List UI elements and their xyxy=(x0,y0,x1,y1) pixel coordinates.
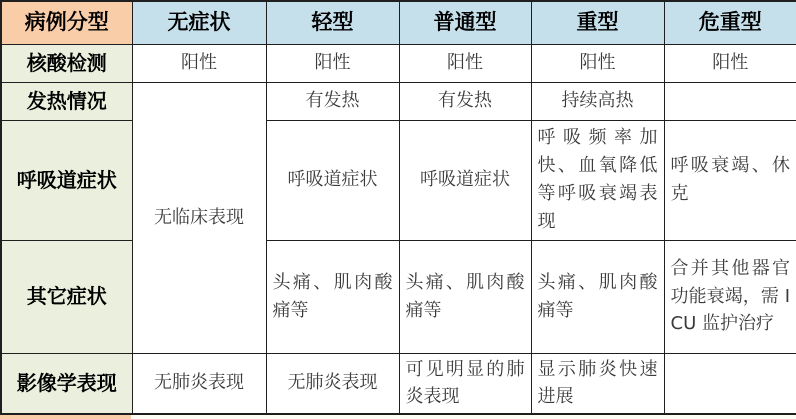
cell-other-severe: 头痛、肌肉酸痛等 xyxy=(531,240,664,353)
col-header-asymptomatic: 无症状 xyxy=(132,1,266,44)
row-label-nucleic-acid-test: 核酸检测 xyxy=(1,44,132,82)
cell-resp-mild: 呼吸道症状 xyxy=(266,120,399,240)
merged-cell-no-clinical-signs: 无临床表现 xyxy=(132,82,266,353)
row-other-symptoms xyxy=(1,240,796,353)
cell-other-moderate: 头痛、肌肉酸痛等 xyxy=(399,240,531,353)
header-row xyxy=(1,1,796,44)
row-respiratory-symptoms xyxy=(1,120,796,240)
cell-other-mild: 头痛、肌肉酸痛等 xyxy=(266,240,399,353)
row-nucleic-acid-test xyxy=(1,44,796,82)
row-label-imaging: 影像学表现 xyxy=(1,353,132,414)
row-label-respiratory-symptoms: 呼吸道症状 xyxy=(1,120,132,240)
cell-imaging-moderate: 可见明显的肺炎表现 xyxy=(399,353,531,414)
cell-nat-severe: 阳性 xyxy=(531,44,664,82)
row-imaging xyxy=(1,353,796,414)
cell-fever-moderate: 有发热 xyxy=(399,82,531,120)
cell-imaging-mild: 无肺炎表现 xyxy=(266,353,399,414)
cell-resp-critical: 呼吸衰竭、休克 xyxy=(664,120,796,240)
col-header-moderate: 普通型 xyxy=(399,1,531,44)
cell-imaging-asymptomatic: 无肺炎表现 xyxy=(132,353,266,414)
col-header-critical: 危重型 xyxy=(664,1,796,44)
col-header-severe: 重型 xyxy=(531,1,664,44)
corner-header-case-type: 病例分型 xyxy=(1,1,132,44)
cell-nat-mild: 阳性 xyxy=(266,44,399,82)
cell-resp-severe: 呼吸频率加快、血氧降低等呼吸衰竭表现 xyxy=(531,120,664,240)
cell-imaging-critical xyxy=(664,353,796,414)
cell-nat-critical: 阳性 xyxy=(664,44,796,82)
cell-other-critical: 合并其他器官功能衰竭，需 ICU 监护治疗 xyxy=(664,240,796,353)
cell-nat-moderate: 阳性 xyxy=(399,44,531,82)
cell-fever-mild: 有发热 xyxy=(266,82,399,120)
cell-resp-moderate: 呼吸道症状 xyxy=(399,120,531,240)
col-header-mild: 轻型 xyxy=(266,1,399,44)
cell-imaging-severe: 显示肺炎快速进展 xyxy=(531,353,664,414)
row-fever xyxy=(1,82,796,120)
row-label-fever: 发热情况 xyxy=(1,82,132,120)
cell-fever-critical xyxy=(664,82,796,120)
cell-fever-severe: 持续高热 xyxy=(531,82,664,120)
row-label-other-symptoms: 其它症状 xyxy=(1,240,132,353)
cell-nat-asymptomatic: 阳性 xyxy=(132,44,266,82)
